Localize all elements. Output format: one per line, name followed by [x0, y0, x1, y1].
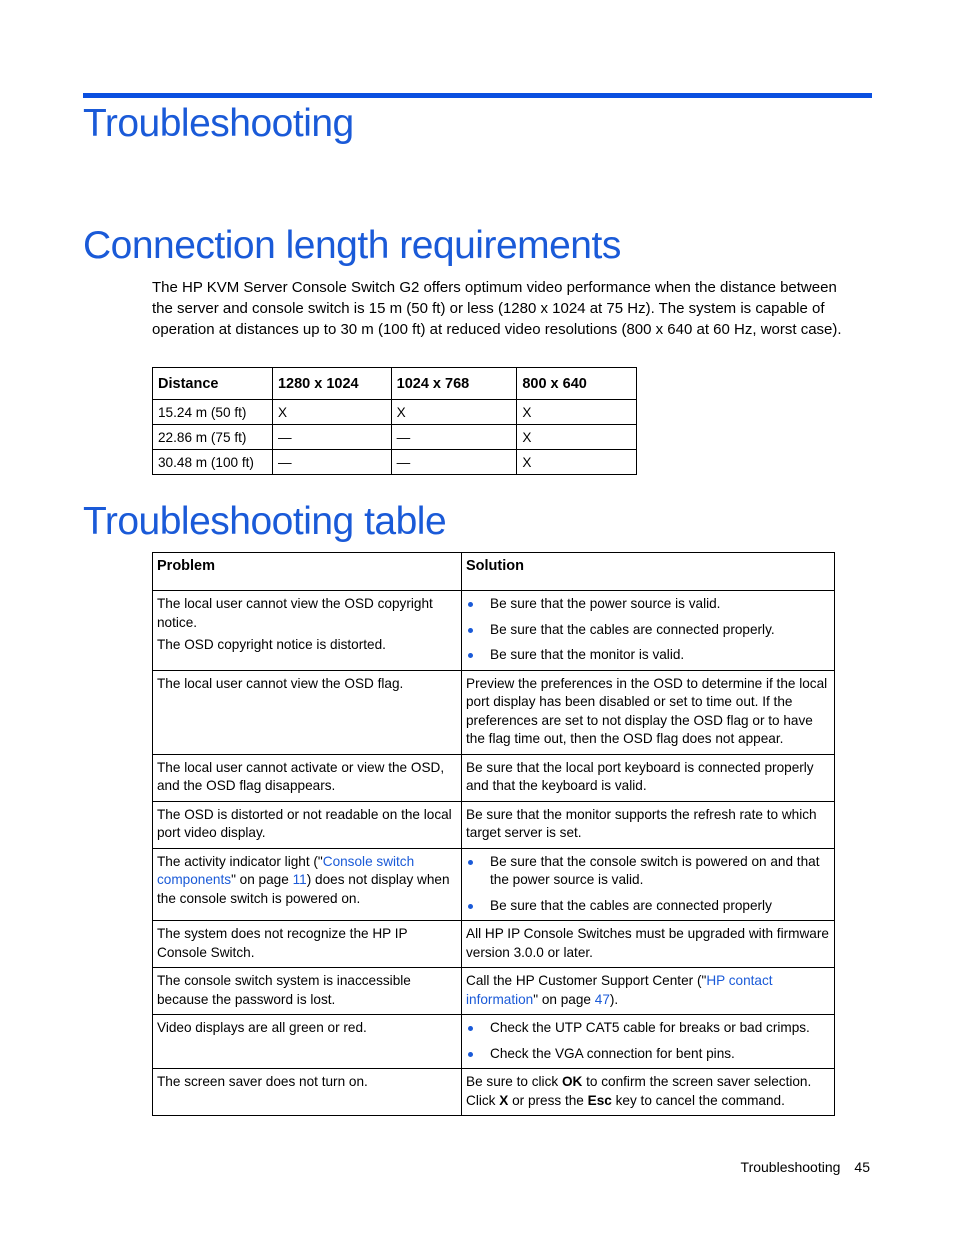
- table-row: [153, 921, 835, 968]
- solution-cell: Call the HP Customer Support Center ("HP contact information" on page 47).: [462, 968, 835, 1015]
- table-cell: —: [272, 425, 391, 450]
- bullet-icon: [468, 1026, 473, 1031]
- column-header: 800 x 640: [517, 368, 637, 400]
- solution-cell: Preview the preferences in the OSD to determine if the local port display has been disabled or set to time out. If the preferences are set to not display the OSD flag or to have the flag time out, then the OSD flag does not appear.: [462, 670, 835, 754]
- solution-list: [466, 853, 830, 916]
- table-cell: 30.48 m (100 ft): [153, 450, 273, 475]
- page-number: 45: [854, 1159, 870, 1175]
- troubleshooting-table: [152, 552, 835, 1116]
- table-cell: 22.86 m (75 ft): [153, 425, 273, 450]
- problem-cell: The screen saver does not turn on.: [153, 1069, 462, 1116]
- solution-list: [466, 595, 830, 665]
- table-cell: X: [517, 450, 637, 475]
- table-row: [153, 968, 835, 1015]
- solution-cell: Be sure that the monitor supports the refresh rate to which target server is set.: [462, 801, 835, 848]
- bullet-icon: [468, 1052, 473, 1057]
- list-item: Check the VGA connection for bent pins.: [466, 1045, 830, 1064]
- section-heading-connection: Connection length requirements: [83, 224, 621, 267]
- problem-cell: The local user cannot activate or view the OSD, and the OSD flag disappears.: [153, 754, 462, 801]
- table-row: [153, 801, 835, 848]
- column-header-solution: Solution: [462, 553, 835, 591]
- problem-text: The OSD copyright notice is distorted.: [157, 637, 386, 652]
- problem-cell: The console switch system is inaccessible because the password is lost.: [153, 968, 462, 1015]
- page-footer: [741, 1159, 870, 1175]
- bullet-icon: [468, 860, 473, 865]
- table-row: [153, 1069, 835, 1116]
- intro-paragraph: The HP KVM Server Console Switch G2 offers optimum video performance when the distance between the server and console switch is 15 m (50 ft) or less (1280 x 1024 at 75 Hz). The system is capable of operation at distances up to 30 m (100 ft) at reduced video resolutions (800 x 640 at 60 Hz, worst case).: [152, 279, 842, 338]
- problem-cell: The local user cannot view the OSD flag.: [153, 670, 462, 754]
- table-row: [153, 450, 637, 475]
- solution-cell: [462, 848, 835, 921]
- problem-text: The local user cannot view the OSD copyright notice.: [157, 596, 433, 630]
- ui-term-ok: OK: [561, 1074, 583, 1089]
- list-item: Be sure that the console switch is powered on and that the power source is valid.: [466, 853, 830, 890]
- problem-cell: Video displays are all green or red.: [153, 1015, 462, 1069]
- solution-cell: Be sure to click OK to confirm the screen saver selection. Click X or press the Esc key to cancel the command.: [462, 1069, 835, 1116]
- table-cell: —: [391, 450, 517, 475]
- table-header-row: [153, 553, 835, 591]
- column-header: Distance: [153, 368, 273, 400]
- solution-cell: All HP IP Console Switches must be upgraded with firmware version 3.0.0 or later.: [462, 921, 835, 968]
- table-row: [153, 1015, 835, 1069]
- table-cell: —: [272, 450, 391, 475]
- table-cell: X: [517, 425, 637, 450]
- table-row: [153, 670, 835, 754]
- solution-cell: [462, 1015, 835, 1069]
- bullet-icon: [468, 904, 473, 909]
- list-item: Be sure that the monitor is valid.: [466, 646, 830, 665]
- problem-cell: [153, 591, 462, 671]
- table-row: [153, 400, 637, 425]
- list-item: Be sure that the cables are connected properly: [466, 897, 830, 916]
- table-row: [153, 425, 637, 450]
- list-item: Be sure that the power source is valid.: [466, 595, 830, 614]
- column-header-problem: Problem: [153, 553, 462, 591]
- table-cell: X: [272, 400, 391, 425]
- solution-cell: Be sure that the local port keyboard is connected properly and that the keyboard is valid.: [462, 754, 835, 801]
- table-row: [153, 848, 835, 921]
- solution-list: [466, 1019, 830, 1063]
- table-row: [153, 591, 835, 671]
- table-cell: X: [391, 400, 517, 425]
- ui-term-esc: Esc: [587, 1092, 612, 1108]
- table-header-row: [153, 368, 637, 400]
- problem-cell: The OSD is distorted or not readable on the local port video display.: [153, 801, 462, 848]
- footer-section: Troubleshooting: [740, 1159, 841, 1175]
- section-heading-troubleshooting-table: Troubleshooting table: [83, 500, 447, 543]
- table-cell: 15.24 m (50 ft): [153, 400, 273, 425]
- link-console-switch-components[interactable]: Console switch components: [157, 853, 415, 887]
- bullet-icon: [468, 653, 473, 658]
- page-link-47[interactable]: 47: [594, 991, 610, 1007]
- chapter-title: Troubleshooting: [83, 102, 354, 145]
- list-item: Be sure that the cables are connected properly.: [466, 621, 830, 640]
- ui-term-x: X: [499, 1092, 509, 1108]
- table-cell: —: [391, 425, 517, 450]
- link-hp-contact-information[interactable]: HP contact information: [466, 973, 773, 1007]
- bullet-icon: [468, 602, 473, 607]
- problem-cell: The activity indicator light ("Console switch components" on page 11) does not display when the console switch is powered on.: [153, 848, 462, 921]
- bullet-icon: [468, 628, 473, 633]
- list-item: Check the UTP CAT5 cable for breaks or bad crimps.: [466, 1019, 830, 1038]
- column-header: 1280 x 1024: [272, 368, 391, 400]
- connection-length-table: [152, 367, 637, 475]
- page-link-11[interactable]: 11: [292, 872, 307, 887]
- table-cell: X: [517, 400, 637, 425]
- solution-cell: [462, 591, 835, 671]
- column-header: 1024 x 768: [391, 368, 517, 400]
- problem-cell: The system does not recognize the HP IP Console Switch.: [153, 921, 462, 968]
- table-row: [153, 754, 835, 801]
- chapter-rule: [83, 93, 872, 98]
